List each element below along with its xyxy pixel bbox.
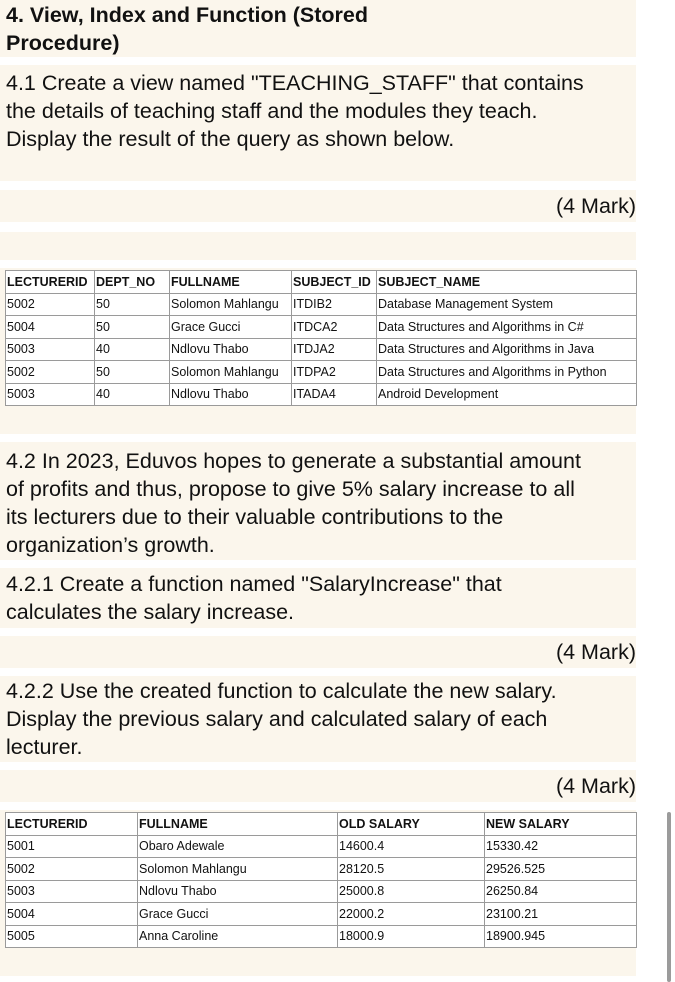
cell: 26250.84 [485, 880, 637, 903]
cell: 29526.525 [485, 858, 637, 881]
col-dept-no: DEPT_NO [95, 271, 170, 294]
q421-line2: calculates the salary increase. [6, 600, 295, 624]
cell: Anna Caroline [138, 925, 338, 948]
cell: Grace Gucci [138, 903, 338, 926]
q41-mark: (4 Mark) [555, 194, 636, 218]
cell: 5003 [6, 880, 138, 903]
table-row [6, 338, 637, 361]
cell: Ndlovu Thabo [170, 338, 292, 361]
cell: Data Structures and Algorithms in Java [377, 338, 637, 361]
cell: ITDCA2 [292, 316, 377, 339]
cell: Solomon Mahlangu [170, 293, 292, 316]
cell: Ndlovu Thabo [138, 880, 338, 903]
table-row [6, 925, 637, 948]
cell: 50 [95, 361, 170, 384]
q41-line1: 4.1 Create a view named "TEACHING_STAFF" that contains [6, 71, 584, 95]
cell: 50 [95, 316, 170, 339]
table-row [6, 316, 637, 339]
table-row [6, 835, 637, 858]
cell: Data Structures and Algorithms in Python [377, 361, 637, 384]
section-title-line1: 4. View, Index and Function (Stored [6, 3, 368, 27]
col-subject-id: SUBJECT_ID [292, 271, 377, 294]
cell: 40 [95, 338, 170, 361]
cell: Data Structures and Algorithms in C# [377, 316, 637, 339]
cell: Ndlovu Thabo [170, 383, 292, 406]
q421-mark: (4 Mark) [555, 640, 636, 664]
cell: Database Management System [377, 293, 637, 316]
col-fullname: FULLNAME [170, 271, 292, 294]
cell: 25000.8 [338, 880, 485, 903]
cell: ITDIB2 [292, 293, 377, 316]
table-header-row [6, 271, 637, 294]
scrollbar-thumb[interactable] [667, 812, 671, 982]
col-old-salary: OLD SALARY [338, 813, 485, 836]
cell: 50 [95, 293, 170, 316]
col-lecturerid: LECTURERID [6, 271, 95, 294]
cell: 5001 [6, 835, 138, 858]
q421-line1: 4.2.1 Create a function named "SalaryIncrease" that [6, 572, 502, 596]
col-fullname: FULLNAME [138, 813, 338, 836]
q422-line1: 4.2.2 Use the created function to calculate the new salary. [6, 679, 557, 703]
section-title-line2: Procedure) [6, 31, 120, 55]
q42-line2: of profits and thus, propose to give 5% salary increase to all [6, 477, 575, 501]
spacer-band [0, 232, 636, 260]
cell: 18900.945 [485, 925, 637, 948]
cell: 18000.9 [338, 925, 485, 948]
cell: 5003 [6, 338, 95, 361]
col-subject-name: SUBJECT_NAME [377, 271, 637, 294]
table-row [6, 880, 637, 903]
cell: 22000.2 [338, 903, 485, 926]
cell: Android Development [377, 383, 637, 406]
cell: ITDJA2 [292, 338, 377, 361]
cell: 40 [95, 383, 170, 406]
cell: Obaro Adewale [138, 835, 338, 858]
q41-mark-band [0, 190, 636, 222]
table-row [6, 361, 637, 384]
cell: 5004 [6, 316, 95, 339]
table-row [6, 383, 637, 406]
cell: 15330.42 [485, 835, 637, 858]
q422-mark: (4 Mark) [555, 774, 636, 798]
cell: 5002 [6, 858, 138, 881]
table-row [6, 903, 637, 926]
table-row [6, 293, 637, 316]
table-row [6, 858, 637, 881]
cell: 5003 [6, 383, 95, 406]
col-new-salary: NEW SALARY [485, 813, 637, 836]
q422-line2: Display the previous salary and calculated salary of each [6, 707, 548, 731]
cell: ITDPA2 [292, 361, 377, 384]
salary-table [5, 812, 637, 948]
cell: 5002 [6, 293, 95, 316]
cell: 23100.21 [485, 903, 637, 926]
cell: Solomon Mahlangu [138, 858, 338, 881]
q42-line1: 4.2 In 2023, Eduvos hopes to generate a substantial amount [6, 449, 581, 473]
q42-line3: its lecturers due to their valuable contributions to the [6, 505, 504, 529]
q41-line2: the details of teaching staff and the modules they teach. [6, 99, 538, 123]
q41-line3: Display the result of the query as shown below. [6, 127, 455, 151]
col-lecturerid: LECTURERID [6, 813, 138, 836]
cell: 5004 [6, 903, 138, 926]
cell: 5002 [6, 361, 95, 384]
teaching-staff-table [5, 270, 637, 406]
cell: Solomon Mahlangu [170, 361, 292, 384]
q422-mark-band [0, 770, 636, 802]
cell: 14600.4 [338, 835, 485, 858]
cell: ITADA4 [292, 383, 377, 406]
table-header-row [6, 813, 637, 836]
q422-line3: lecturer. [6, 735, 83, 759]
q42-line4: organization’s growth. [6, 533, 215, 557]
q421-mark-band [0, 636, 636, 668]
cell: 28120.5 [338, 858, 485, 881]
cell: Grace Gucci [170, 316, 292, 339]
cell: 5005 [6, 925, 138, 948]
